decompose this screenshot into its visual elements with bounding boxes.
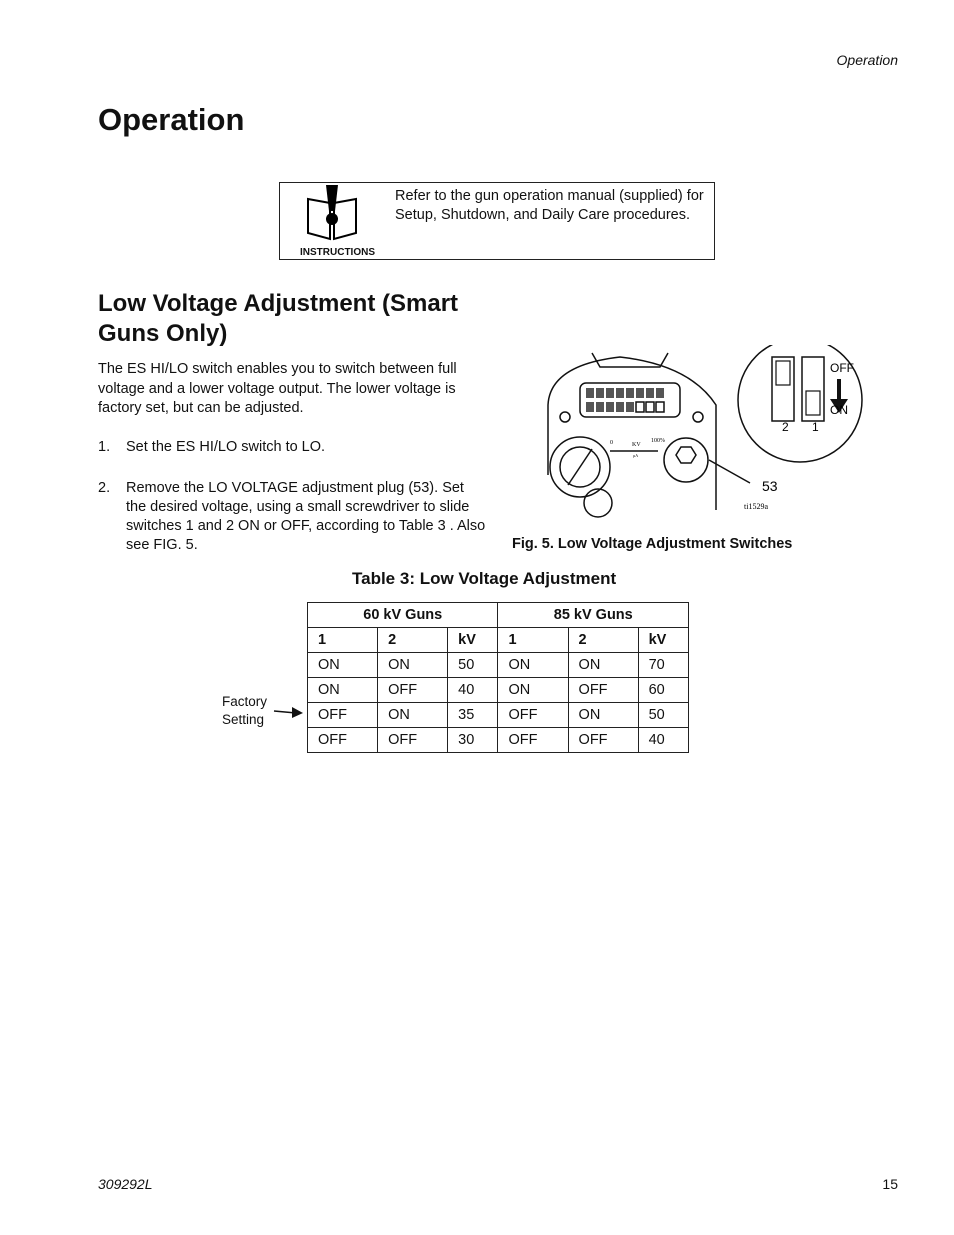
table-cell: OFF bbox=[568, 678, 638, 703]
table-row-factory-setting bbox=[308, 703, 689, 728]
running-header: Operation bbox=[836, 52, 898, 68]
doc-number: 309292L bbox=[98, 1176, 153, 1192]
instructions-label: INSTRUCTIONS bbox=[300, 247, 375, 258]
table-cell: ON bbox=[308, 653, 378, 678]
instructions-book-icon bbox=[296, 185, 368, 241]
table-cell: ON bbox=[498, 653, 568, 678]
table-row bbox=[308, 653, 689, 678]
table-cell: OFF bbox=[498, 703, 568, 728]
table-cell: ON bbox=[378, 703, 448, 728]
column-header: 1 bbox=[498, 628, 568, 653]
table-row bbox=[308, 678, 689, 703]
scale-full: 100% bbox=[651, 438, 665, 444]
table-cell: 40 bbox=[638, 728, 688, 753]
table-cell: OFF bbox=[308, 703, 378, 728]
gun-display-illustration bbox=[548, 353, 750, 517]
step-text: Set the ES HI/LO switch to LO. bbox=[126, 439, 326, 455]
table-cell: OFF bbox=[378, 728, 448, 753]
table-cell: OFF bbox=[498, 728, 568, 753]
table-row bbox=[308, 728, 689, 753]
instructions-text: Refer to the gun operation manual (supplied) for Setup, Shutdown, and Daily Care procedures. bbox=[395, 188, 704, 223]
table-cell: ON bbox=[568, 653, 638, 678]
off-label: OFF bbox=[830, 361, 854, 375]
table-cell: ON bbox=[498, 678, 568, 703]
group-85kv: 85 kV Guns bbox=[498, 603, 689, 628]
switch-2-label: 2 bbox=[782, 420, 789, 434]
low-voltage-switch-figure bbox=[540, 345, 880, 525]
column-header: 2 bbox=[568, 628, 638, 653]
table-cell: ON bbox=[568, 703, 638, 728]
table-cell: 30 bbox=[448, 728, 498, 753]
table-cell: OFF bbox=[378, 678, 448, 703]
step-number: 1. bbox=[98, 439, 111, 455]
instructions-notice bbox=[279, 182, 715, 260]
scale-kv: KV bbox=[632, 442, 641, 448]
section-heading: Low Voltage Adjustment (Smart Guns Only) bbox=[98, 290, 459, 347]
figure-caption: Fig. 5. Low Voltage Adjustment Switches bbox=[512, 536, 793, 552]
table-header-row bbox=[308, 628, 689, 653]
column-header: kV bbox=[638, 628, 688, 653]
page-number: 15 bbox=[882, 1176, 898, 1192]
scale-sub: µA bbox=[633, 453, 639, 458]
page-title: Operation bbox=[98, 102, 245, 137]
table-cell: 35 bbox=[448, 703, 498, 728]
callout-53: 53 bbox=[762, 478, 778, 494]
intro-paragraph: The ES HI/LO switch enables you to switch between full voltage and a lower voltage output. The lower voltage is factory set, but can be adjusted. bbox=[98, 361, 457, 416]
table-cell: OFF bbox=[308, 728, 378, 753]
table-caption: Table 3: Low Voltage Adjustment bbox=[352, 569, 617, 588]
factory-setting-label bbox=[222, 693, 267, 729]
column-header: 1 bbox=[308, 628, 378, 653]
table-group-row bbox=[308, 603, 689, 628]
table-cell: ON bbox=[308, 678, 378, 703]
group-60kv: 60 kV Guns bbox=[308, 603, 498, 628]
table-cell: 40 bbox=[448, 678, 498, 703]
table-cell: 50 bbox=[448, 653, 498, 678]
table-cell: 50 bbox=[638, 703, 688, 728]
factory-label-line: Setting bbox=[222, 712, 265, 727]
figure-ref: ti1529a bbox=[744, 502, 768, 511]
factory-label-line: Factory bbox=[222, 694, 268, 709]
scale-zero: 0 bbox=[610, 440, 613, 446]
step-text: Remove the LO VOLTAGE adjustment plug (53). Set the desired voltage, using a small screwdriver to slide switches 1 and 2 ON or OFF, according to Table 3 . Also see FIG. 5. bbox=[126, 480, 486, 553]
table-cell: 70 bbox=[638, 653, 688, 678]
step-item bbox=[98, 479, 488, 555]
step-item bbox=[98, 438, 488, 457]
table-cell: ON bbox=[378, 653, 448, 678]
table-cell: 60 bbox=[638, 678, 688, 703]
steps-list bbox=[98, 438, 488, 577]
table-cell: OFF bbox=[568, 728, 638, 753]
step-number: 2. bbox=[98, 480, 111, 496]
low-voltage-table bbox=[307, 602, 689, 753]
column-header: kV bbox=[448, 628, 498, 653]
switch-1-label: 1 bbox=[812, 420, 819, 434]
column-header: 2 bbox=[378, 628, 448, 653]
on-label: ON bbox=[830, 403, 848, 417]
arrow-right-icon bbox=[272, 706, 304, 720]
